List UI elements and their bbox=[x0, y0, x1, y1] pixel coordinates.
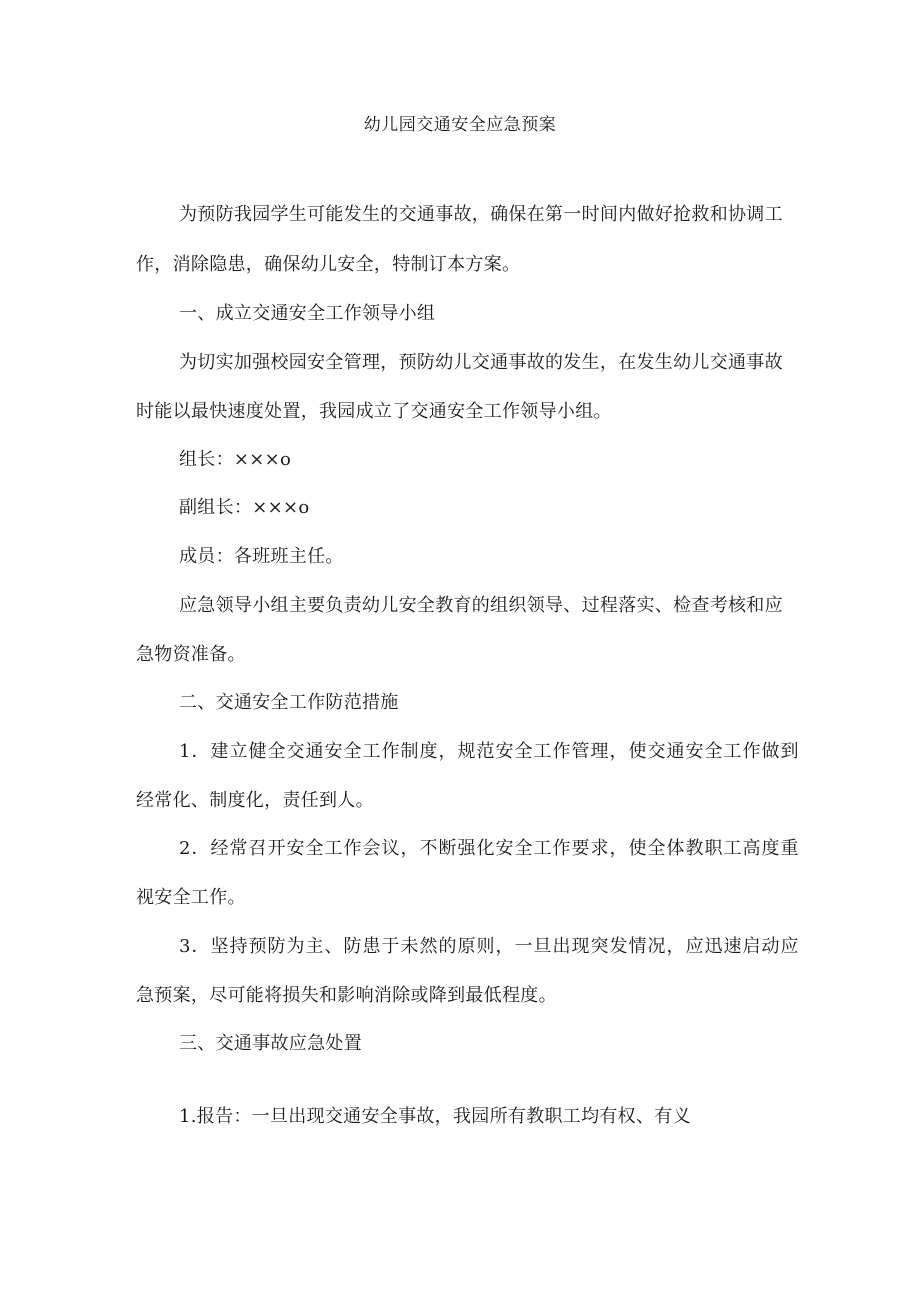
paragraph-2-line-1: 应急领导小组主要负责幼儿安全教育的组织领导、过程落实、检查考核和应 bbox=[179, 595, 783, 616]
paragraph-2-line-2: 急物资准备。 bbox=[136, 644, 246, 665]
document-title: 幼儿园交通安全应急预案 bbox=[363, 115, 557, 135]
measure-1-line-2: 经常化、制度化，责任到人。 bbox=[136, 790, 374, 811]
group-leader-line: 组长：×××o bbox=[179, 449, 292, 470]
measure-3-line-1: 3．坚持预防为主、防患于未然的原则，一旦出现突发情况，应迅速启动应 bbox=[179, 936, 800, 957]
measure-1-line-1: 1．建立健全交通安全工作制度，规范安全工作管理，使交通安全工作做到 bbox=[179, 741, 800, 762]
section-heading-3: 三、交通事故应急处置 bbox=[179, 1033, 362, 1054]
paragraph-1-line-1: 为切实加强校园安全管理，预防幼儿交通事故的发生，在发生幼儿交通事故 bbox=[179, 352, 783, 373]
section-heading-2: 二、交通安全工作防范措施 bbox=[179, 692, 399, 713]
deputy-leader-line: 副组长：×××o bbox=[179, 497, 310, 518]
paragraph-1-line-2: 时能以最快速度处置，我园成立了交通安全工作领导小组。 bbox=[136, 401, 612, 422]
measure-3-line-2: 急预案，尽可能将损失和影响消除或降到最低程度。 bbox=[136, 985, 557, 1006]
paragraph-intro-line-2: 作，消除隐患，确保幼儿安全，特制订本方案。 bbox=[136, 254, 521, 275]
report-item-line: 1.报告：一旦出现交通安全事故，我园所有教职工均有权、有义 bbox=[179, 1106, 691, 1127]
section-heading-1: 一、成立交通安全工作领导小组 bbox=[179, 303, 436, 324]
paragraph-intro-line-1: 为预防我园学生可能发生的交通事故，确保在第一时间内做好抢救和协调工 bbox=[179, 204, 783, 225]
measure-2-line-1: 2．经常召开安全工作会议，不断强化安全工作要求，使全体教职工高度重 bbox=[179, 838, 800, 859]
members-line: 成员：各班班主任。 bbox=[179, 546, 344, 567]
measure-2-line-2: 视安全工作。 bbox=[136, 887, 246, 908]
